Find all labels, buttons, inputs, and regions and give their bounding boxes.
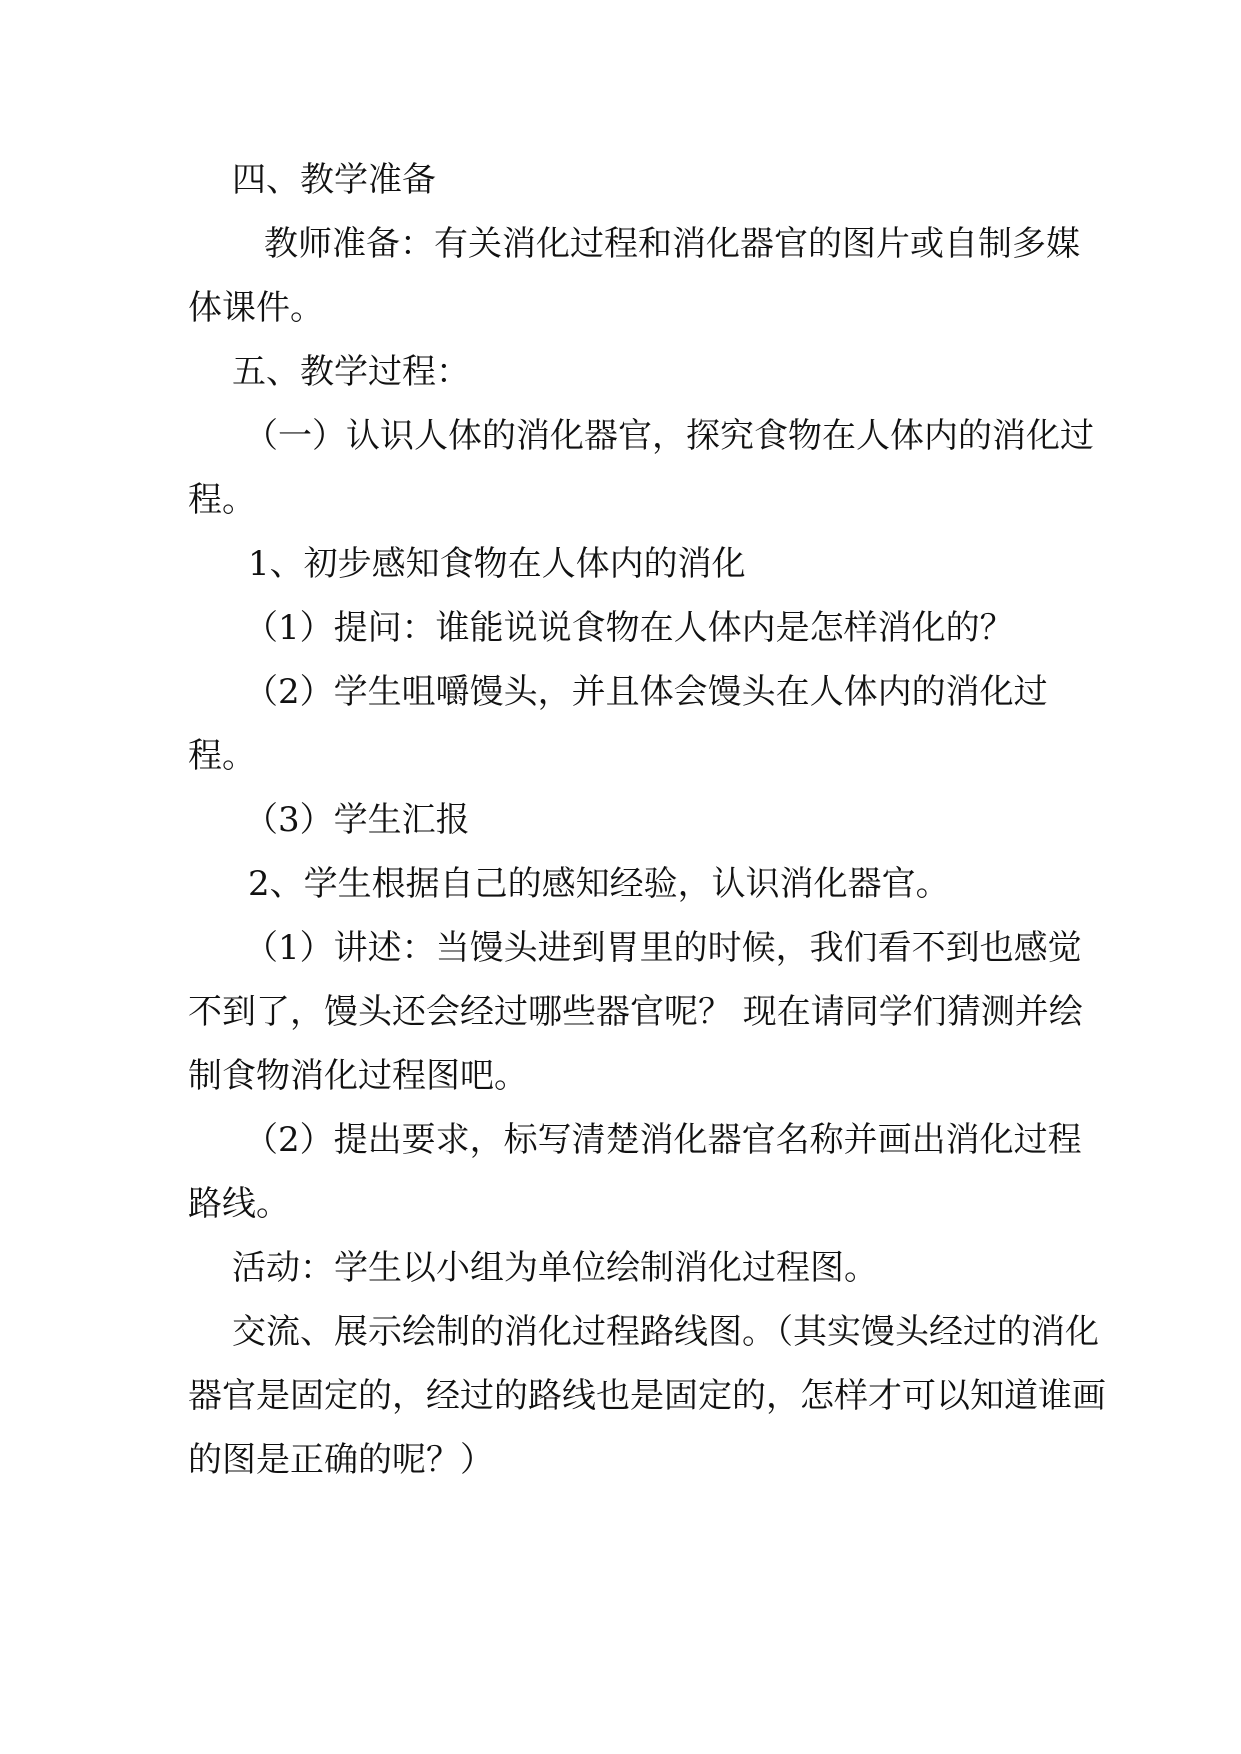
paragraph-teacher-preparation: 教师准备：有关消化过程和消化器官的图片或自制多媒体课件。 xyxy=(188,224,1080,328)
list-item-step-2: 2、学生根据自己的感知经验，认识消化器官。 xyxy=(248,864,950,904)
list-item-step-1: 1、初步感知食物在人体内的消化 xyxy=(248,544,746,584)
subsection-heading-organs: （一）认识人体的消化器官，探究食物在人体内的消化过程。 xyxy=(188,416,1094,520)
section-heading-process: 五、教学过程： xyxy=(232,352,470,392)
paragraph-activity: 活动：学生以小组为单位绘制消化过程图。 xyxy=(232,1248,878,1288)
list-item-narration: （1）讲述：当馒头进到胃里的时候，我们看不到也感觉不到了，馒头还会经过哪些器官呢？ 现在请同学们猜测并绘制食物消化过程图吧。 xyxy=(188,928,1083,1096)
list-item-report: （3）学生汇报 xyxy=(244,800,470,840)
list-item-requirements: （2）提出要求，标写清楚消化器官名称并画出消化过程路线。 xyxy=(188,1120,1082,1224)
paragraph-exchange: 交流、展示绘制的消化过程路线图。（其实馒头经过的消化器官是固定的，经过的路线也是固定的，怎样才可以知道谁画的图是正确的呢？） xyxy=(188,1312,1106,1480)
list-item-chewing: （2）学生咀嚼馒头，并且体会馒头在人体内的消化过程。 xyxy=(188,672,1048,776)
section-heading-preparation: 四、教学准备 xyxy=(232,160,436,200)
list-item-question: （1）提问：谁能说说食物在人体内是怎样消化的？ xyxy=(244,608,1014,648)
document-body xyxy=(188,148,1108,1492)
